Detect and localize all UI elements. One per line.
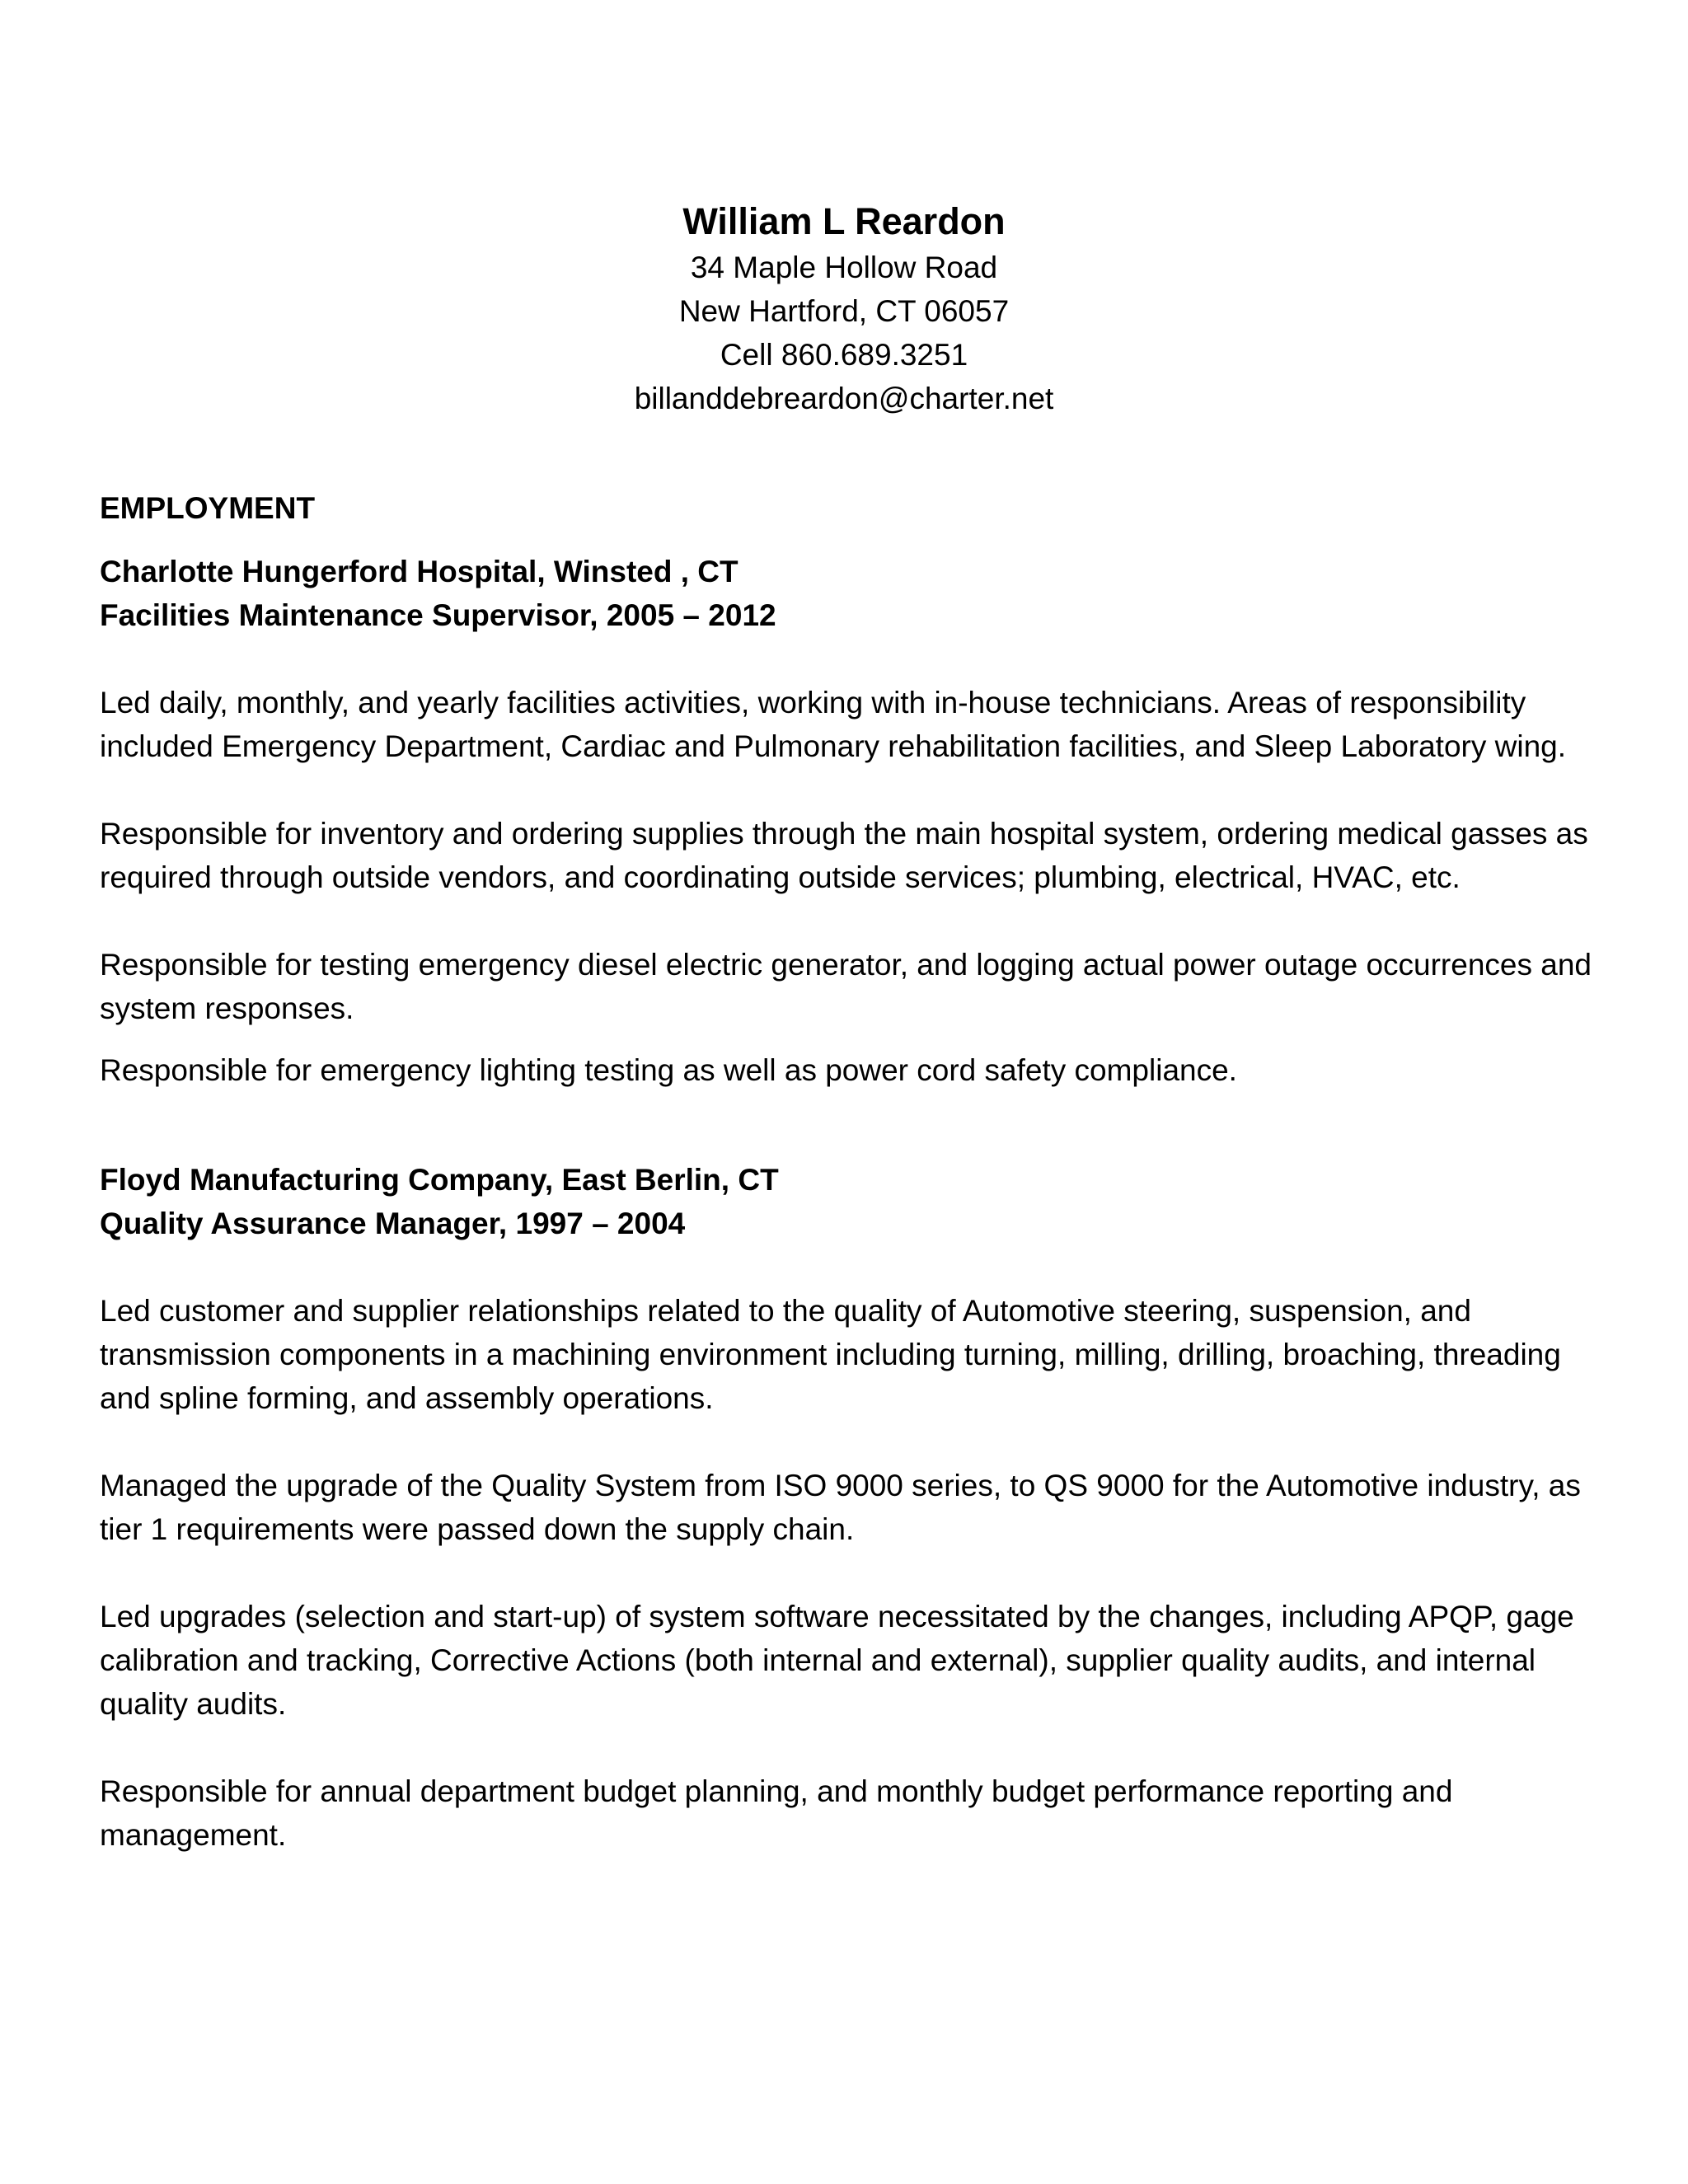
job-paragraph: Led customer and supplier relationships related to the quality of Automotive steering, suspension, and transmission components in a machining environment including turning, milling, drilling, broaching, threading and spline forming, and assembly operations.	[100, 1294, 1561, 1415]
job-paragraph: Responsible for testing emergency diesel electric generator, and logging actual power outage occurrences and system responses.	[100, 948, 1592, 1025]
job-paragraph: Responsible for annual department budget planning, and monthly budget performance reporting and management.	[100, 1774, 1453, 1852]
job-paragraph: Responsible for emergency lighting testing as well as power cord safety compliance.	[100, 1053, 1237, 1087]
applicant-name: William L Reardon	[682, 200, 1006, 242]
phone-number: Cell 860.689.3251	[720, 338, 968, 372]
email-address: billanddebreardon@charter.net	[634, 382, 1054, 415]
resume-body	[100, 486, 1608, 1857]
job-company: Floyd Manufacturing Company, East Berlin, CT	[100, 1163, 779, 1197]
job-paragraph: Managed the upgrade of the Quality System from ISO 9000 series, to QS 9000 for the Automotive industry, as tier 1 requirements were passed down the supply chain.	[100, 1469, 1581, 1546]
job-paragraph: Led upgrades (selection and start-up) of system software necessitated by the changes, including APQP, gage calibration and tracking, Corrective Actions (both internal and external), supplier quality audits, and internal quality audits.	[100, 1600, 1574, 1721]
job-company: Charlotte Hungerford Hospital, Winsted , CT	[100, 555, 738, 588]
job-role: Quality Assurance Manager, 1997 – 2004	[100, 1207, 686, 1240]
job-role: Facilities Maintenance Supervisor, 2005 – 2012	[100, 598, 776, 632]
address-line-1: 34 Maple Hollow Road	[690, 251, 998, 284]
resume-header	[0, 198, 1688, 420]
job-entry	[100, 550, 1608, 1092]
job-paragraph: Led daily, monthly, and yearly facilities activities, working with in-house technicians. Areas of responsibility included Emergency Department, Cardiac and Pulmonary rehabilitation facilities, and Sleep Laboratory wing.	[100, 686, 1567, 763]
job-entry	[100, 1158, 1608, 1857]
address-line-2: New Hartford, CT 06057	[678, 294, 1010, 328]
employment-heading: EMPLOYMENT	[100, 491, 316, 525]
job-paragraph: Responsible for inventory and ordering supplies through the main hospital system, ordering medical gasses as required through outside vendors, and coordinating outside services; plumbing, electrical, HVAC, etc.	[100, 817, 1588, 894]
